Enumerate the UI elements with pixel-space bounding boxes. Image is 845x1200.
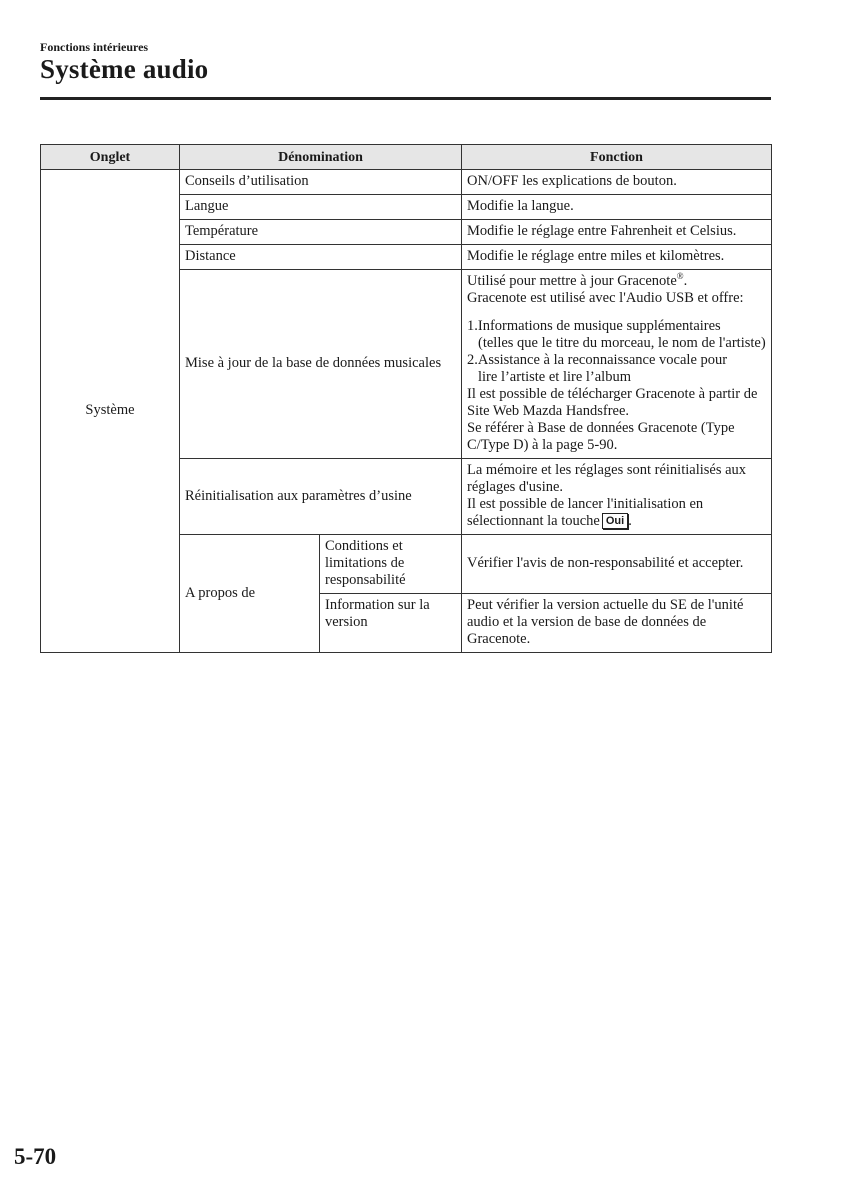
denomination-cell: A propos de bbox=[180, 535, 320, 653]
section-label: Fonctions intérieures bbox=[40, 40, 149, 54]
list-item: 1.Informations de musique supplémentaires bbox=[467, 318, 721, 334]
denomination-cell: Conseils d’utilisation bbox=[180, 170, 462, 195]
function-line: Il est possible de télécharger Gracenote à partir de Site Web Mazda Handsfree. bbox=[467, 386, 758, 419]
denomination-cell: Réinitialisation aux paramètres d’usine bbox=[180, 459, 462, 535]
function-cell: Modifie le réglage entre Fahrenheit et Celsius. bbox=[462, 220, 772, 245]
sub-denomination-cell: Information sur la version bbox=[320, 594, 462, 653]
registered-mark: ® bbox=[676, 271, 684, 282]
denomination-cell: Mise à jour de la base de données musicales bbox=[180, 270, 462, 459]
list-item: 2.Assistance à la reconnaissance vocale pour bbox=[467, 352, 728, 368]
function-cell: Peut vérifier la version actuelle du SE de l'unité audio et la version de base de données de Gracenote. bbox=[462, 594, 772, 653]
table-row bbox=[41, 170, 772, 195]
function-line: Gracenote est utilisé avec l'Audio USB et offre: bbox=[467, 290, 744, 306]
table-header-row bbox=[41, 145, 772, 170]
settings-table bbox=[40, 144, 772, 653]
column-header-fonction: Fonction bbox=[462, 145, 772, 170]
function-line: Se référer à Base de données Gracenote (Type C/Type D) à la page 5-90. bbox=[467, 420, 735, 453]
list-item-continuation: lire l’artiste et lire l’album bbox=[478, 369, 631, 385]
function-line: Utilisé pour mettre à jour Gracenote®. bbox=[467, 271, 688, 289]
function-cell bbox=[462, 270, 772, 459]
column-header-onglet: Onglet bbox=[41, 145, 180, 170]
function-cell: Vérifier l'avis de non-responsabilité et accepter. bbox=[462, 535, 772, 594]
denomination-cell: Distance bbox=[180, 245, 462, 270]
column-header-denomination: Dénomination bbox=[180, 145, 462, 170]
function-cell: Modifie le réglage entre miles et kilomètres. bbox=[462, 245, 772, 270]
denomination-cell: Température bbox=[180, 220, 462, 245]
function-cell: Modifie la langue. bbox=[462, 195, 772, 220]
title-divider bbox=[40, 97, 771, 100]
function-cell: ON/OFF les explications de bouton. bbox=[462, 170, 772, 195]
denomination-cell: Langue bbox=[180, 195, 462, 220]
function-line: La mémoire et les réglages sont réinitialisés aux réglages d'usine. bbox=[467, 462, 747, 495]
page-title: Système audio bbox=[40, 54, 209, 84]
function-line: Il est possible de lancer l'initialisation en sélectionnant la touche Oui . bbox=[467, 496, 704, 529]
oui-key-icon: Oui bbox=[602, 513, 628, 529]
list-item-continuation: (telles que le titre du morceau, le nom de l'artiste) bbox=[478, 335, 766, 351]
function-cell bbox=[462, 459, 772, 535]
page-number: 5-70 bbox=[14, 1144, 57, 1169]
sub-denomination-cell: Conditions et limitations de responsabilité bbox=[320, 535, 462, 594]
tab-name-cell: Système bbox=[41, 170, 180, 653]
